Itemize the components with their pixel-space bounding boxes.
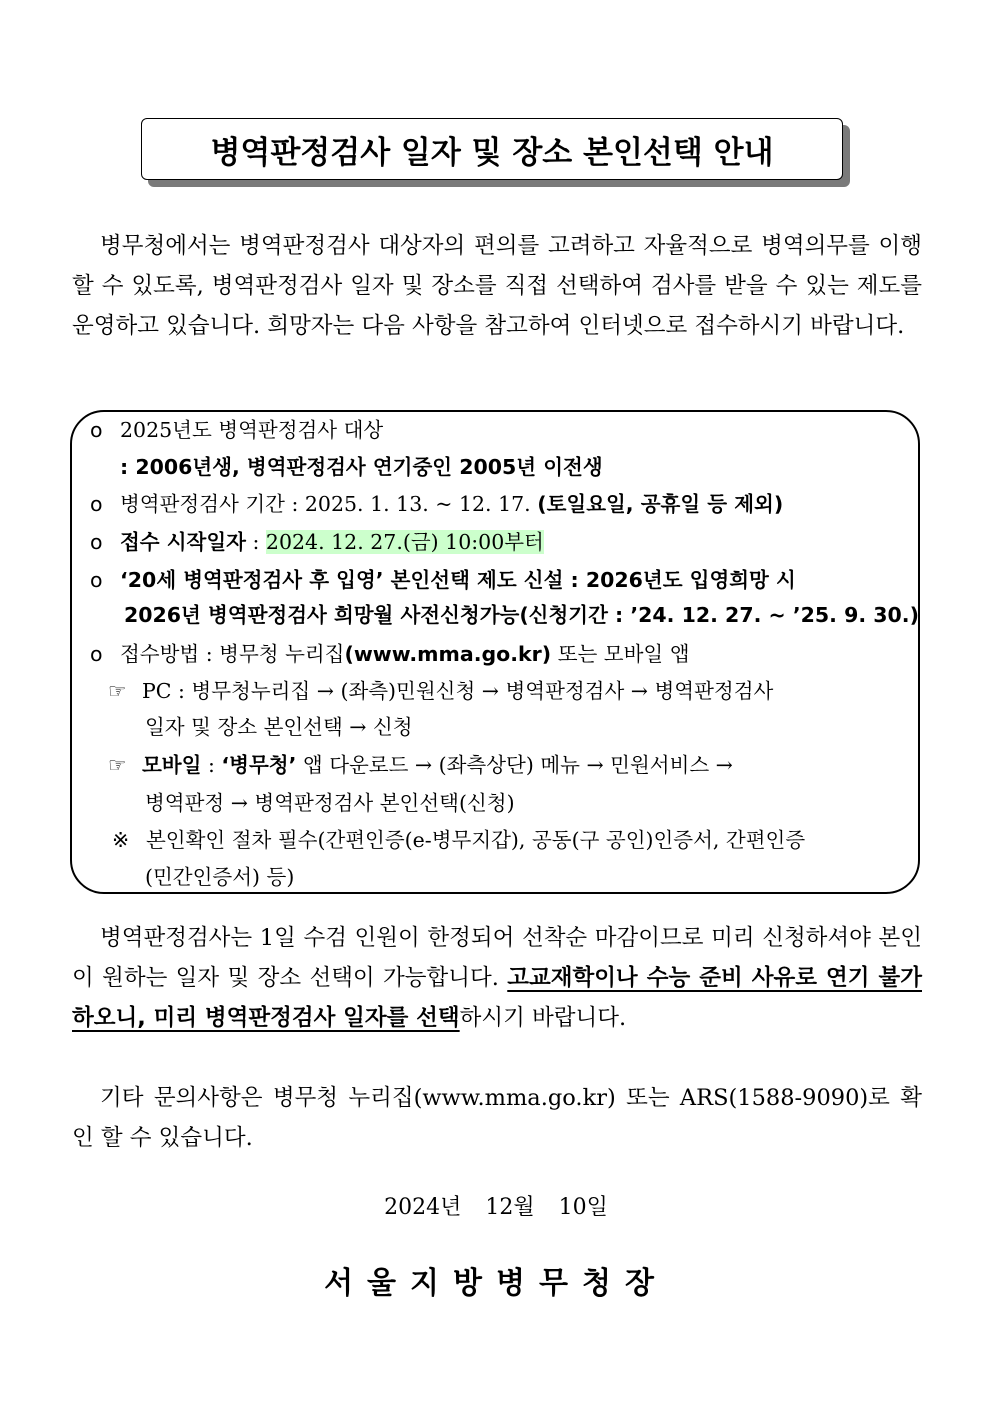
period-note: (토일요일, 공휴일 등 제외) xyxy=(537,492,784,516)
title-box xyxy=(141,118,843,180)
pointing-hand-icon: ☞ xyxy=(108,679,127,703)
new-system-text-1: ‘20세 병역판정검사 후 입영’ 본인선택 제도 신설 : 2026년도 입영희망 시 xyxy=(120,568,796,592)
target-line xyxy=(90,415,383,445)
new-system-line-2 xyxy=(124,600,919,630)
note-text-2: (민간인증서) 등) xyxy=(145,865,295,889)
method-label: 접수방법 : 병무청 누리집 xyxy=(120,642,345,666)
title-banner xyxy=(141,118,843,180)
mobile-line xyxy=(108,750,733,780)
bullet: o xyxy=(90,418,103,442)
method-line xyxy=(90,639,690,669)
bullet: o xyxy=(90,492,103,516)
mobile-app-name: ‘병무청’ xyxy=(221,753,297,777)
intro-paragraph xyxy=(72,226,922,346)
new-system-text-2: 2026년 병역판정검사 희망월 사전신청가능(신청기간 : ’24. 12. 27. ~ ’25. 9. 30.) xyxy=(124,603,919,627)
deadline-text: 병역판정검사는 1일 수검 인원이 한정되어 선착순 마감이므로 미리 신청하셔야 본인이 원하는 일자 및 장소 선택이 가능합니다. xyxy=(72,925,922,991)
date-day: 10일 xyxy=(558,1195,608,1220)
mobile-steps-1: 앱 다운로드 → (좌측상단) 메뉴 → 민원서비스 → xyxy=(296,753,733,777)
target-value-line xyxy=(120,452,603,482)
method-tail: 또는 모바일 앱 xyxy=(551,642,690,666)
issuer-name: 서울지방병무청장 xyxy=(324,1266,668,1301)
date-year: 2024년 xyxy=(384,1195,462,1220)
deadline-tail: 하시기 바랍니다. xyxy=(459,1005,627,1031)
period-label: 병역판정검사 기간 : 2025. 1. 13. ~ 12. 17. xyxy=(120,492,538,516)
bullet: o xyxy=(90,568,103,592)
target-value: : 2006년생, 병역판정검사 연기중인 2005년 이전생 xyxy=(120,455,603,479)
pc-label: PC xyxy=(142,679,172,703)
pc-line xyxy=(108,676,773,706)
mobile-steps-2: 병역판정 → 병역판정검사 본인선택(신청) xyxy=(145,791,515,815)
mobile-label: 모바일 xyxy=(142,753,202,777)
start-sep: : xyxy=(245,530,266,554)
inquiry-text: 기타 문의사항은 병무청 누리집(www.mma.go.kr) 또는 ARS(1588-9090)로 확인 할 수 있습니다. xyxy=(72,1085,922,1151)
reference-mark-icon: ※ xyxy=(112,828,130,852)
method-url: (www.mma.go.kr) xyxy=(344,642,552,666)
mobile-line-2 xyxy=(145,788,515,818)
deadline-paragraph xyxy=(72,918,922,1038)
pointing-hand-icon: ☞ xyxy=(108,753,127,777)
note-line-2 xyxy=(145,862,294,892)
new-system-line xyxy=(90,565,796,595)
period-line xyxy=(90,489,783,519)
note-text-1: 본인확인 절차 필수(간편인증(e-병무지갑), 공동(구 공인)인증서, 간편인증 xyxy=(146,828,806,852)
page-title: 병역판정검사 일자 및 장소 본인선택 안내 xyxy=(210,134,774,171)
pc-steps-2: 일자 및 장소 본인선택 → 신청 xyxy=(145,715,413,739)
bullet: o xyxy=(90,642,103,666)
issue-date xyxy=(0,1190,992,1221)
bullet: o xyxy=(90,530,103,554)
pc-line-2 xyxy=(145,712,413,742)
start-date-highlight: 2024. 12. 27.(금) 10:00부터 xyxy=(265,530,544,554)
target-label: 2025년도 병역판정검사 대상 xyxy=(120,418,384,442)
pc-steps-1: : 병무청누리집 → (좌측)민원신청 → 병역판정검사 → 병역판정검사 xyxy=(171,679,774,703)
inquiry-paragraph xyxy=(72,1078,922,1158)
date-month: 12월 xyxy=(485,1195,535,1220)
note-line xyxy=(112,825,805,855)
start-line xyxy=(90,527,544,557)
start-label: 접수 시작일자 xyxy=(120,530,246,554)
intro-text: 병무청에서는 병역판정검사 대상자의 편의를 고려하고 자율적으로 병역의무를 이행할 수 있도록, 병역판정검사 일자 및 장소를 직접 선택하여 검사를 받을 수 있는 제도를 운영하고 있습니다. 희망자는 다음 사항을 참고하여 인터넷으로 접수하시기 바랍니다. xyxy=(72,233,922,339)
mobile-sep: : xyxy=(201,753,222,777)
deadline-underlined: 고교재학이나 수능 준비 사유로 연기 불가하오니, 미리 병역판정검사 일자를 선택 xyxy=(72,965,922,1031)
